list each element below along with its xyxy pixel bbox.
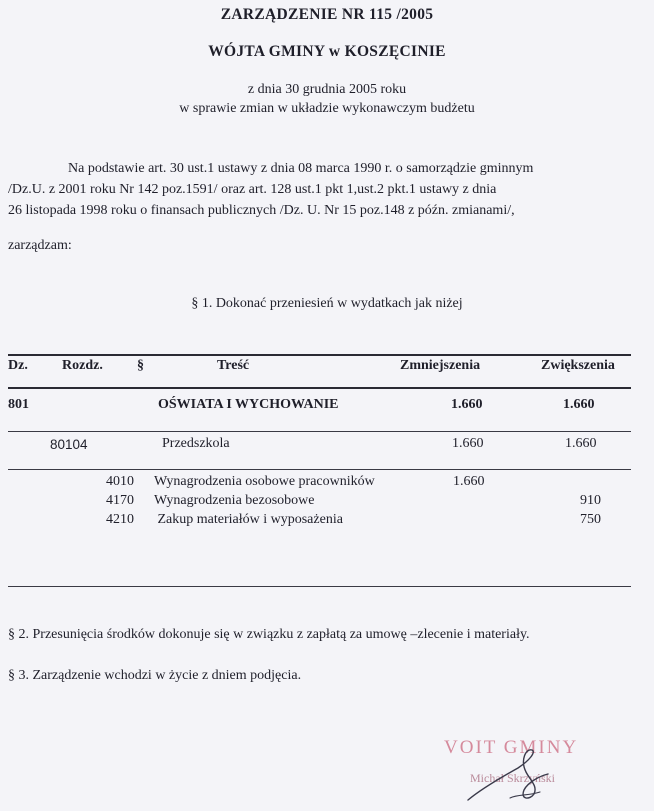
- header-content: Treść: [217, 358, 250, 373]
- table-top-rule: [8, 354, 631, 356]
- paragraph-3: § 3. Zarządzenie wchodzi w życie z dniem podjęcia.: [8, 668, 302, 683]
- section-increase: 1.660: [563, 397, 595, 412]
- table-header-rule: [8, 387, 631, 389]
- section-decrease: 1.660: [451, 397, 483, 412]
- header-decrease: Zmniejszenia: [400, 358, 481, 373]
- item-name: Wynagrodzenia bezosobowe: [154, 493, 315, 508]
- item-name: Zakup materiałów i wyposażenia: [154, 512, 343, 527]
- table-section-rule: [8, 431, 631, 432]
- item-decrease: 1.660: [453, 474, 485, 489]
- chapter-decrease: 1.660: [452, 436, 484, 451]
- handwritten-signature: [440, 738, 610, 811]
- issuing-authority: WÓJTA GMINY w KOSZĘCINIE: [208, 43, 446, 60]
- section-dz: 801: [8, 397, 29, 412]
- chapter-name: Przedszkola: [162, 436, 230, 451]
- chapter-rozdz: 80104: [50, 437, 88, 452]
- item-increase: 750: [580, 512, 601, 527]
- official-stamp-title: VOIT GMINY: [444, 737, 579, 758]
- decree-word: zarządzam:: [8, 238, 72, 253]
- official-stamp-name: Michał Skrzyński: [470, 771, 555, 785]
- header-paragraph: §: [137, 358, 144, 373]
- item-paragraph: 4010: [106, 474, 134, 489]
- legal-basis-line: 26 listopada 1998 roku o finansach publicznych /Dz. U. Nr 15 poz.148 z późn. zmianami/,: [8, 203, 515, 218]
- legal-basis-line: Na podstawie art. 30 ust.1 ustawy z dnia 08 marca 1990 r. o samorządzie gminnym: [68, 161, 534, 176]
- item-paragraph: 4170: [106, 493, 134, 508]
- table-bottom-rule: [8, 586, 631, 587]
- legal-basis-line: /Dz.U. z 2001 roku Nr 142 poz.1591/ oraz art. 128 ust.1 pkt 1,ust.2 pkt.1 ustawy z dnia: [8, 182, 497, 197]
- item-increase: 910: [580, 493, 601, 508]
- section-name: OŚWIATA I WYCHOWANIE: [158, 397, 339, 412]
- header-rozdz: Rozdz.: [62, 358, 103, 373]
- document-title: ZARZĄDZENIE NR 115 /2005: [220, 6, 434, 23]
- paragraph-1: § 1. Dokonać przeniesień w wydatkach jak niżej: [191, 296, 463, 311]
- item-name: Wynagrodzenia osobowe pracowników: [154, 474, 375, 489]
- header-increase: Zwiększenia: [541, 358, 615, 373]
- paragraph-2: § 2. Przesunięcia środków dokonuje się w związku z zapłatą za umowę –zlecenie i materiały.: [8, 627, 530, 642]
- document-subject: w sprawie zmian w układzie wykonawczym budżetu: [179, 101, 475, 116]
- item-paragraph: 4210: [106, 512, 134, 527]
- legal-basis-paragraph: [8, 158, 638, 221]
- table-chapter-rule: [8, 469, 631, 470]
- header-dz: Dz.: [8, 358, 28, 373]
- document-date: z dnia 30 grudnia 2005 roku: [247, 82, 407, 97]
- chapter-increase: 1.660: [565, 436, 597, 451]
